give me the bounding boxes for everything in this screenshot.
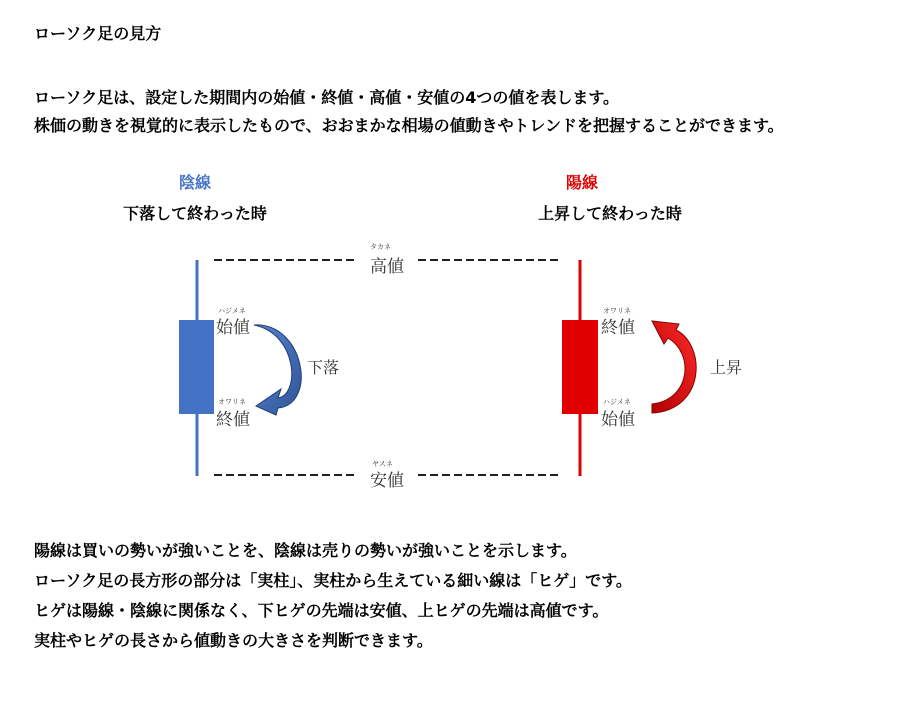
bullish-open-ruby: ハジメネ (603, 398, 631, 406)
page-title: ローソク足の見方 (34, 24, 162, 43)
bullish-close-ruby: オワリネ (603, 307, 631, 315)
high-label: 高値 (370, 257, 404, 277)
bullish-candle-description: 上昇して終わった時 (538, 204, 682, 223)
bearish-movement-label: 下落 (307, 358, 340, 377)
explanation-line-2: ローソク足の長方形の部分は「実柱」、実柱から生えている細い線は「ヒゲ」です。 (34, 571, 632, 590)
explanation-line-1: 陽線は買いの勢いが強いことを、陰線は売りの勢いが強いことを示します。 (34, 541, 577, 560)
bullish-candle-body (562, 320, 598, 414)
bullish-movement-label: 上昇 (710, 358, 743, 377)
bullish-close-label: 終値 (601, 318, 635, 338)
bearish-candle-description: 下落して終わった時 (123, 204, 267, 223)
intro-line-2: 株価の動きを視覚的に表示したもので、おおまかな相場の値動きやトレンドを把握することができます。 (34, 116, 784, 135)
low-ruby: ヤスネ (372, 460, 393, 468)
bearish-close-label: 終値 (216, 410, 250, 430)
rise-arrow-icon (652, 321, 696, 413)
bullish-open-label: 始値 (601, 410, 635, 430)
bearish-open-ruby: ハジメネ (218, 307, 246, 315)
bearish-open-label: 始値 (216, 318, 250, 338)
explanation-line-3: ヒゲは陽線・陰線に関係なく、下ヒゲの先端は安値、上ヒゲの先端は高値です。 (34, 601, 609, 620)
bullish-candle-name: 陽線 (565, 173, 599, 192)
bearish-candle-body (179, 320, 214, 414)
explanation-line-4: 実柱やヒゲの長さから値動きの大きさを判断できます。 (34, 631, 433, 650)
bearish-close-ruby: オワリネ (218, 398, 246, 406)
bearish-candle-name: 陰線 (178, 173, 212, 192)
high-ruby: タカネ (370, 243, 391, 251)
low-label: 安値 (370, 471, 404, 491)
fall-arrow-icon (254, 325, 301, 415)
intro-line-1: ローソク足は、設定した期間内の始値・終値・高値・安値の4つの値を表します。 (34, 88, 620, 107)
